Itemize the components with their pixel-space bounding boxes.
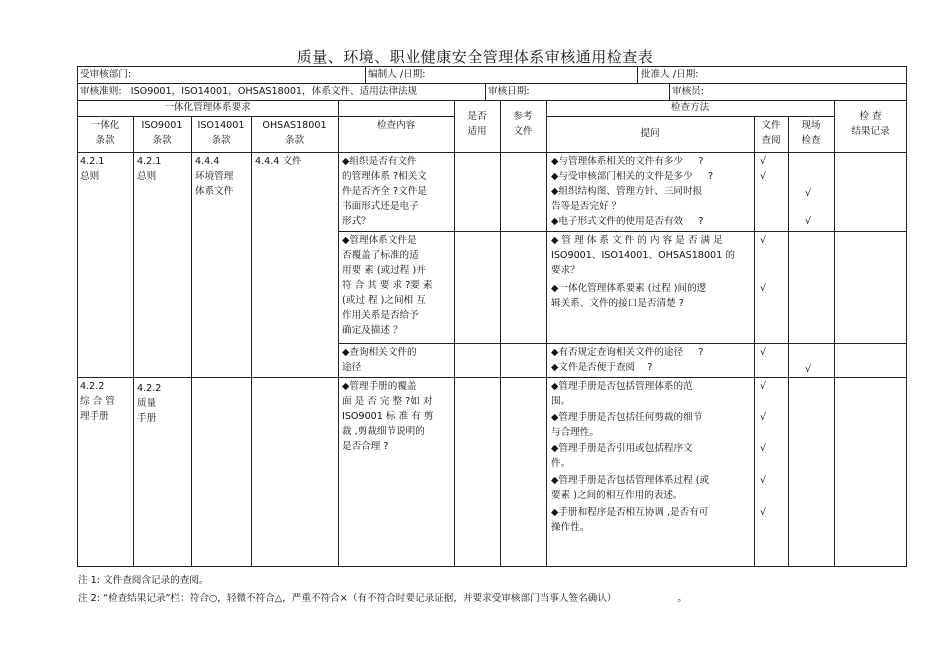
auditor-label: 审核员: [672,86,705,97]
header-site-check: 现场 检查 [801,120,821,146]
editor-label: 编制人 /日期: [368,69,426,80]
audit-date-label: 审核日期: [488,86,530,97]
row1a-question-1: ◆与管理体系相关的文件有多少 ? [551,156,704,167]
row1a-content: ◆组织是否有文件 的管理体系 ?相关文 件是否齐全 ?文件是 书面形式还是电子 形式？ [342,156,427,227]
row2-iso9001-clause: 4.2.2 质量 手册 [137,383,162,424]
header-applicable: 是否 适用 [467,111,487,137]
check-mark: √ [760,412,767,423]
row1-iso9001-clause: 4.2.1 总则 [137,156,162,182]
header-question: 提问 [640,128,660,139]
page-title: 质量、环境、职业健康安全管理体系审核通用检查表 [296,48,654,66]
row1c-question-1: ◆有否规定查询相关文件的途径 ? [551,347,704,358]
row2-question-5: ◆手册和程序是否相互协调 ,是否有可 操作性。 [551,507,709,533]
row1a-question-3: ◆组织结构图、管理方针、三同时报 [551,186,703,197]
row1b-question-2: ◆一体化管理体系要素 (过程 )间的逻 辑关系、文件的接口是否清楚 ? [551,283,707,309]
header-doc-check: 文件 查阅 [761,120,781,146]
row2-question-4: ◆管理手册是否包括管理体系过程 (或 要素 )之间的相互作用的表述。 [551,475,710,501]
row2-integrated-clause: 4.2.2 综 合 管 理手册 [80,381,115,422]
check-mark: √ [760,283,767,294]
row1-integrated-clause: 4.2.1 总则 [80,156,105,182]
check-mark: √ [760,156,767,167]
header-result: 检 查 结果记录 [851,111,890,137]
header-method: 检查方法 [670,102,710,113]
row1b-question-1: ◆ 管 理 体 系 文 件 的 内 容 是 否 满 足 ISO9001、ISO14001、OHSAS18001 的 要求？ [551,235,735,276]
check-mark: √ [760,507,767,518]
header-content: 检查内容 [376,120,416,131]
header-ohsas: OHSAS18001 条款 [262,120,327,146]
note-1: 注 1: 文件查阅含记录的查阅。 [78,575,209,586]
check-mark: √ [760,443,767,454]
header-iso14001: ISO14001 条款 [197,120,245,146]
row2-question-3: ◆管理手册是否引用或包括程序文 件。 [551,443,693,469]
row1c-question-2: ◆文件是否便于查阅 ? [551,362,653,373]
check-mark: √ [760,171,767,182]
check-mark: √ [760,347,767,358]
check-mark: √ [760,475,767,486]
header-integrated: 一体化 条款 [90,120,120,146]
row1b-content: ◆管理体系文件是 否覆盖了标准的适 用要 素 (或过程 )并 符 合 其 要 求 ?要 素 (或过 程 )之间相 互 作用关系是否给予 确定及描述 ？ [342,235,433,336]
row2-content: ◆管理手册的覆盖 面 是 否 完 整 ?如 对 ISO9001 标 准 有 剪 裁 ,剪裁细节说明的 是否合理 ? [342,381,434,452]
row1-ohsas-clause: 4.4.4 文件 [255,156,302,167]
row2-question-1: ◆管理手册是否包括管理体系的范 围。 [551,381,693,407]
check-mark: √ [805,364,812,375]
check-mark: √ [760,381,767,392]
check-mark: √ [805,216,812,227]
header-reference: 参考 文件 [513,111,533,137]
row1a-question-2: ◆与受审核部门相关的文件是多少 ? [551,171,714,182]
check-mark: √ [760,235,767,246]
header-iso9001: ISO9001 条款 [141,120,183,146]
criteria-label: 审核准则: ISO9001，ISO14001，OHSAS18001，体系文件、适用法律法规 [80,86,418,97]
row2-question-2: ◆管理手册是否包括任何剪裁的细节 与合理性。 [551,412,703,438]
dept-label: 受审核部门: [80,69,132,80]
header-group: 一体化管理体系要求 [164,102,251,113]
check-mark: √ [805,188,812,199]
row1-iso14001-clause: 4.4.4 环境管理 体系文件 [195,156,234,197]
row1c-content: ◆查询相关文件的 途径 [342,347,417,373]
row1a-question-4: ◆电子形式文件的使用是否有效 ? [551,216,704,227]
note-2: 注 2: “检查结果记录”栏：符合○，轻微不符合△，严重不符合×（有不符合时要记录证据，并要求受审核部门当事人签名确认） 。 [78,593,688,604]
row1a-question-3b: 告等是否完好 ？ [551,201,622,212]
approver-label: 批准人 /日期: [641,69,699,80]
